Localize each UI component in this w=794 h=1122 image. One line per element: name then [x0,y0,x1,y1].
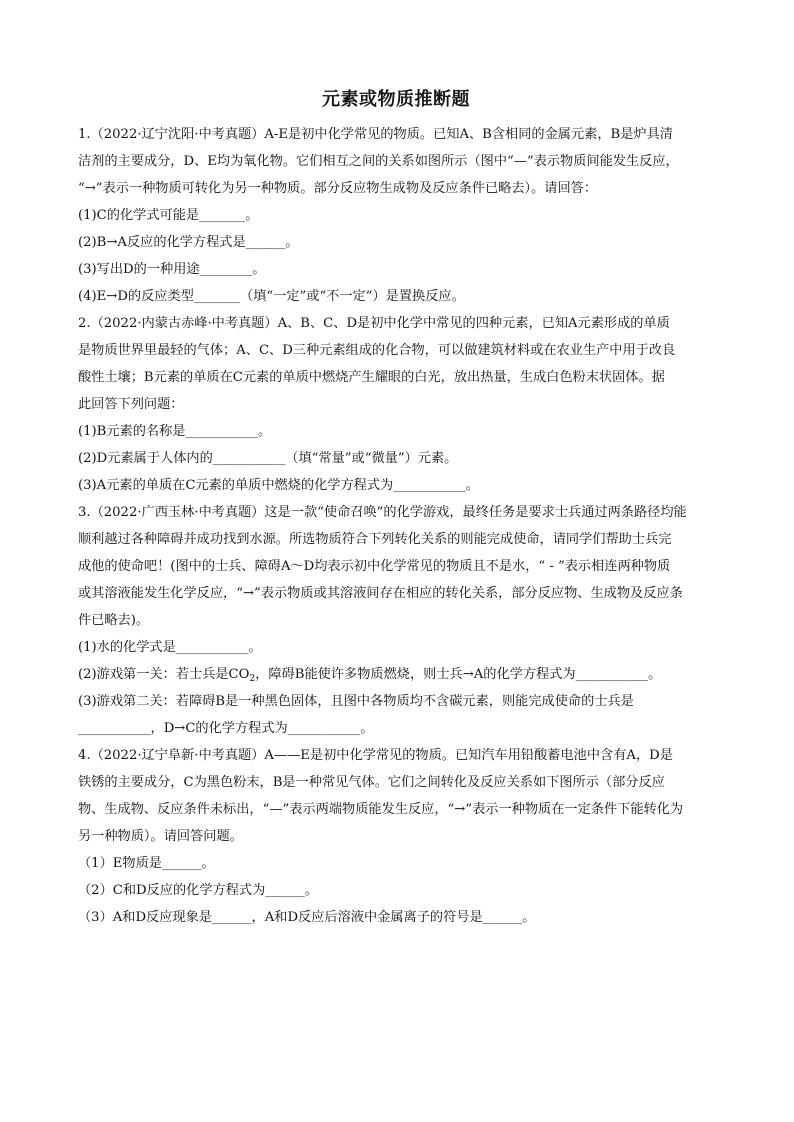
question-3 [78,499,714,742]
text-line: 顺利越过各种障碍并成功找到水源。所选物质符合下列转化关系的则能完成使命，请同学们帮助士兵完 [78,532,672,547]
text-line: 铁锈的主要成分，C为黑色粉末，B是一种常见气体。它们之间转化及反应关系如下图所示（部分反应 [78,775,665,790]
text-line: (2)B→A反应的化学方程式是______。 [78,235,299,250]
text-line: 洁剂的主要成分，D、E均为氧化物。它们相互之间的关系如图所示（图中“—”表示物质间能发生反应， [78,154,679,169]
text-line: (4)E→D的反应类型_______（填“一定”或“不一定”）是置换反应。 [78,289,465,304]
text-line: （1）E物质是______。 [78,856,215,871]
text-line: 酸性土壤；B元素的单质在C元素的单质中燃烧产生耀眼的白光，放出热量，生成白色粉末状固体。据 [78,370,665,385]
question-4 [78,742,714,931]
text-line: 2.（2022·内蒙古赤峰·中考真题）A、B、C、D是初中化学中常见的四种元素，已知A元素形成的单质 [78,316,670,331]
text-line: （3）A和D反应现象是______，A和D反应后溶液中金属离子的符号是______。 [78,910,536,925]
text-line: (1)C的化学式可能是_______。 [78,208,259,223]
text-line: 3.（2022·广西玉林·中考真题）这是一款“使命召唤”的化学游戏，最终任务是要求士兵通过两条路径均能 [78,505,687,520]
text-line: “→”表示一种物质可转化为另一种物质。部分反应物生成物及反应条件已略去）。请回答： [78,181,598,196]
text-line: 1.（2022·辽宁沈阳·中考真题）A-E是初中化学常见的物质。已知A、B含相同的金属元素，B是炉具清 [78,127,673,142]
text-line: 是物质世界里最轻的气体；A、C、D三种元素组成的化合物，可以做建筑材料或在农业生产中用于改良 [78,343,676,358]
text-line: 另一种物质）。请回答问题。 [78,829,243,844]
text-line: 或其溶液能发生化学反应，“→”表示物质或其溶液间存在相应的转化关系，部分反应物、生成物及反应条 [78,586,683,601]
subscript: 2 [249,674,256,684]
text-line: (1)B元素的名称是___________。 [78,424,272,439]
text-line: 物、生成物、反应条件未标出，“—”表示两端物质能发生反应，“→”表示一种物质在一定条件下能转化为 [78,802,684,817]
document-title: 元素或物质推断题 [322,89,470,110]
text-line: (3)A元素的单质在C元素的单质中燃烧的化学方程式为___________。 [78,478,479,493]
text-line: 件已略去)。 [78,613,150,628]
text-line: (3)写出D的一种用途________。 [78,262,266,277]
text-line: (1)水的化学式是___________。 [78,640,262,655]
text-line: (2)D元素属于人体内的___________（填“常量”或“微量”）元素。 [78,451,458,466]
text-line [78,661,714,688]
question-1 [78,121,714,310]
text-line: 成他的使命吧！(图中的士兵、障碍A～D均表示初中化学常见的物质且不是水，“ - ”表示相连两种物质 [78,559,671,574]
text-line: 此回答下列问题： [78,397,184,412]
text-segment: (2)游戏第一关：若士兵是CO [78,667,250,682]
text-line: (3)游戏第二关：若障碍B是一种黑色固体，且图中各物质均不含碳元素，则能完成使命的士兵是 [78,694,634,709]
text-line: 4.（2022·辽宁阜新·中考真题）A——E是初中化学常见的物质。已知汽车用铅酸蓄电池中含有A，D是 [78,748,673,763]
question-2 [78,310,714,499]
text-segment: ，障碍B能使许多物质燃烧，则士兵→A的化学方程式为___________。 [255,667,662,682]
text-line: ___________，D→C的化学方程式为___________。 [78,721,374,736]
text-line: （2）C和D反应的化学方程式为______。 [78,883,319,898]
